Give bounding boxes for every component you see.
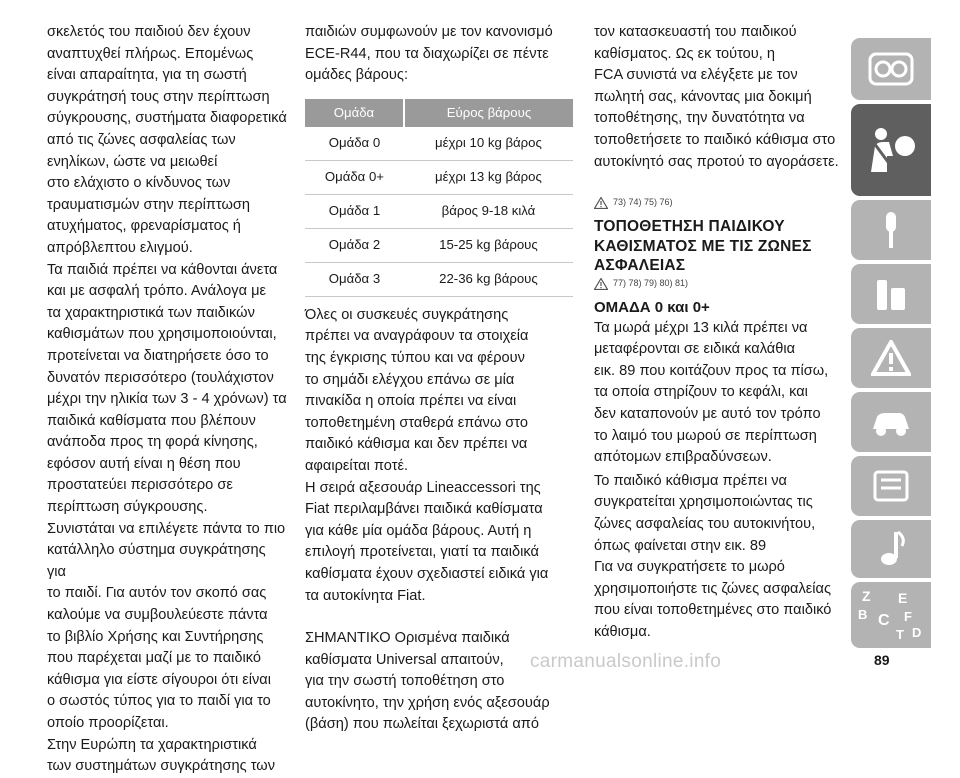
- table-cell: Ομάδα 2: [305, 228, 404, 262]
- text-line: καλούμε να συμβουλεύεστε πάντα: [47, 607, 268, 624]
- text-line: τα οποία στηρίζουν το κεφάλι, και: [594, 384, 808, 401]
- text-line: πρέπει να αναγράφουν τα στοιχεία: [305, 328, 529, 345]
- text-line: αναπτυχθεί πλήρως. Επομένως: [47, 45, 254, 62]
- text-line: ανάποδα προς τη φορά κίνησης,: [47, 434, 258, 451]
- text-line: καθίσματα Universal απαιτούν,: [305, 651, 504, 668]
- table-cell: 15-25 kg βάρους: [404, 228, 573, 262]
- text-line: Τα παιδιά πρέπει να κάθονται άνετα: [47, 261, 278, 278]
- table-header-cell: Ομάδα: [305, 99, 404, 127]
- text-line: FCA συνιστά να ελέγξετε με τον: [594, 67, 798, 84]
- index-letter: B: [858, 607, 868, 622]
- warning-triangle-icon: [594, 197, 608, 209]
- text-line: Το παιδικό κάθισμα πρέπει να: [594, 472, 787, 489]
- warning-reference: [594, 197, 849, 209]
- car-tools-icon: [869, 405, 913, 439]
- text-line: μεταφέρονται σε ειδικά καλάθια: [594, 341, 796, 358]
- index-letters-icon: [856, 585, 926, 645]
- text-line: οποίο προορίζεται.: [47, 715, 169, 731]
- text-line: δυνατόν περισσότερο (τουλάχιστον: [47, 369, 274, 386]
- text-line: στο ελάχιστο ο κίνδυνος των: [47, 175, 231, 192]
- table-cell: Ομάδα 3: [305, 262, 404, 296]
- column3-paragraph: [594, 471, 849, 644]
- text-line: όπως φαίνεται στην εικ. 89: [594, 537, 767, 554]
- text-line: ομάδες βάρους:: [305, 67, 408, 84]
- text-line: Τα μωρά μέχρι 13 κιλά πρέπει να: [594, 319, 808, 336]
- dashboard-icon: [868, 52, 914, 86]
- table-cell: βάρος 9-18 κιλά: [404, 194, 573, 228]
- text-line: για την σωστή τοποθέτηση στο: [305, 673, 505, 690]
- table-cell: μέχρι 13 kg βάρος: [404, 160, 573, 194]
- tab-index[interactable]: [851, 582, 931, 648]
- warning-refs: 73) 74) 75) 76): [613, 197, 673, 208]
- text-line: τοποθέτησης, την δυνατότητα να: [594, 110, 805, 127]
- text-line: επιλογή προτείνεται, γιατί τα παιδικά: [305, 544, 539, 561]
- index-letter: T: [896, 627, 904, 642]
- text-line: παιδικό κάθισμα και δεν πρέπει να: [305, 436, 528, 453]
- wrench-service-icon: [873, 274, 909, 314]
- index-letter: Z: [862, 588, 871, 604]
- text-line: Όλες οι συσκευές συγκράτησης: [305, 306, 509, 323]
- heading-line: ΤΟΠΟΘΕΤΗΣΗ ΠΑΙΔΙΚΟΥ: [594, 218, 785, 236]
- text-line: αφαιρείται ποτέ.: [305, 457, 409, 474]
- text-line: δεν καταπονούν με αυτό τον τρόπο: [594, 406, 821, 423]
- text-line: Για να συγκρατήσετε το μωρό: [594, 559, 785, 576]
- text-line: Στην Ευρώπη τα χαρακτηριστικά: [47, 736, 257, 753]
- text-line: συγκράτησή τους στην περίπτωση: [47, 88, 270, 105]
- tab-multimedia[interactable]: [851, 520, 931, 578]
- tab-maintenance[interactable]: [851, 264, 931, 324]
- subsection-heading: ΟΜΑΔΑ 0 και 0+: [594, 298, 710, 316]
- text-line: το παιδί. Για αυτόν τον σκοπό σας: [47, 585, 267, 602]
- text-column-2: [305, 22, 575, 736]
- text-line: τοποθετήσετε το παιδικό κάθισμα στο: [594, 131, 836, 148]
- index-letter: C: [878, 612, 890, 629]
- watermark: carmanualsonline.info: [530, 651, 722, 672]
- text-column-3: [594, 22, 849, 644]
- heading-line: ΑΣΦΑΛΕΙΑΣ: [594, 257, 686, 275]
- tab-specifications[interactable]: [851, 456, 931, 516]
- column2-paragraph: [305, 305, 575, 607]
- column3-intro: [594, 22, 849, 173]
- text-line: το βιβλίο Χρήσης και Συντήρησης: [47, 628, 264, 645]
- text-line: τα χαρακτηριστικά των παιδικών: [47, 304, 255, 321]
- text-line: το λαιμό του μωρού σε περίπτωση: [594, 427, 817, 444]
- text-line: Η σειρά αξεσουάρ Lineaccessori της: [305, 479, 541, 496]
- text-line: εικ. 89 που κοιτάζουν προς τα πίσω,: [594, 362, 829, 379]
- text-line: κατάλληλο σύστημα συγκράτησης για: [47, 542, 266, 580]
- text-line: ενηλίκων, ώστε να μειωθεί: [47, 153, 218, 170]
- table-row: [305, 194, 573, 228]
- text-line: ατυχήματος, φρεναρίσματος ή: [47, 218, 241, 235]
- text-line: παιδικά καθίσματα που βλέπουν: [47, 412, 256, 429]
- text-line: για κάθε μία ομάδα βάρους. Αυτή η: [305, 522, 532, 539]
- specifications-icon: [871, 468, 911, 504]
- table-cell: 22-36 kg βάρους: [404, 262, 573, 296]
- text-line: ΣΗΜΑΝΤΙΚΟ Ορισμένα παιδικά: [305, 630, 510, 647]
- tab-emergency[interactable]: [851, 328, 931, 388]
- table-cell: μέχρι 10 kg βάρος: [404, 127, 573, 161]
- text-line: πινακίδα η οποία πρέπει να είναι: [305, 393, 517, 410]
- text-line: ECE-R44, που τα διαχωρίζει σε πέντε: [305, 45, 549, 62]
- index-letter: D: [912, 625, 922, 640]
- page-number: 89: [874, 652, 890, 668]
- text-line: της έγκρισης τύπου και να φέρουν: [305, 349, 525, 366]
- tab-safety[interactable]: [851, 104, 931, 196]
- table-cell: Ομάδα 0+: [305, 160, 404, 194]
- index-letter: E: [898, 590, 908, 606]
- text-line: που είναι τοποθετημένες στο παιδικό: [594, 602, 832, 619]
- text-line: συγκρατείται χρησιμοποιώντας τις: [594, 494, 813, 511]
- text-line: Συνιστάται να επιλέγετε πάντα το πιο: [47, 520, 286, 537]
- text-line: απρόβλεπτου ελιγμού.: [47, 239, 193, 256]
- text-line: ζώνες ασφαλείας του αυτοκινήτου,: [594, 516, 816, 532]
- section-heading: [594, 217, 849, 276]
- warning-reference: [594, 278, 849, 290]
- text-line: ο σωστός τύπος για το παιδί για το: [47, 693, 271, 710]
- column1-paragraph: [47, 22, 287, 778]
- text-line: περίπτωση σύγκρουσης.: [47, 499, 208, 516]
- seatbelt-airbag-icon: [865, 126, 917, 174]
- table-row: [305, 160, 573, 194]
- warning-triangle-icon: [871, 340, 911, 376]
- important-note-paragraph: [305, 628, 575, 736]
- text-line: προτείνεται να διατηρήσετε όσο το: [47, 347, 269, 364]
- text-line: αυτοκίνητό σας προτού το αγοράσετε.: [594, 153, 839, 170]
- text-line: τραυματισμών στην περίπτωση: [47, 196, 251, 213]
- warning-refs: 77) 78) 79) 80) 81): [613, 277, 689, 288]
- text-line: απότομων επιβραδύνσεων.: [594, 449, 772, 466]
- index-letter: F: [904, 609, 912, 624]
- chapter-tabs: [851, 38, 933, 648]
- text-column-1: [47, 22, 287, 778]
- table-header-row: [305, 99, 573, 127]
- text-line: τον κατασκευαστή του παιδικού: [594, 24, 797, 40]
- text-line: σκελετός του παιδιού δεν έχουν: [47, 24, 251, 40]
- weight-group-table: [305, 99, 573, 297]
- text-line: από τις ζώνες ασφαλείας των: [47, 131, 236, 148]
- text-line: εφόσον αυτή είναι η θέση που: [47, 455, 241, 472]
- text-line: τα αυτοκίνητα Fiat.: [305, 587, 426, 604]
- text-line: είναι απαραίτητα, για τη σωστή: [47, 67, 247, 84]
- text-line: (βάση) που πωλείται ξεχωριστά από: [305, 716, 539, 733]
- text-line: κάθισμα για είστε σίγουροι ότι είναι: [47, 671, 271, 688]
- text-line: τοποθετημένη σταθερά επάνω στο: [305, 414, 528, 431]
- text-line: μέχρι την ηλικία των 3 - 4 χρόνων) τα: [47, 391, 287, 408]
- key-ignition-icon: [879, 210, 903, 250]
- table-header-cell: Εύρος βάρους: [404, 99, 573, 127]
- text-line: αυτοκίνητο, την χρήση ενός αξεσουάρ: [305, 694, 550, 711]
- column3-paragraph: [594, 318, 849, 469]
- text-line: των συστημάτων συγκράτησης των: [47, 758, 275, 775]
- text-line: καθίσματα έχουν σχεδιαστεί ειδικά για: [305, 565, 549, 582]
- text-line: Fiat περιλαμβάνει παιδικά καθίσματα: [305, 501, 543, 518]
- text-line: κάθισμα.: [594, 623, 651, 640]
- table-row: [305, 228, 573, 262]
- text-line: καθίσματος. Ως εκ τούτου, η: [594, 45, 775, 62]
- text-line: το σημάδι ελέγχου επάνω σε μία: [305, 371, 515, 388]
- text-line: πωλητή σας, κάνοντας μια δοκιμή: [594, 88, 812, 105]
- table-cell: Ομάδα 0: [305, 127, 404, 161]
- table-row: [305, 262, 573, 296]
- table-cell: Ομάδα 1: [305, 194, 404, 228]
- tab-starting[interactable]: [851, 200, 931, 260]
- text-line: και με ασφαλή τρόπο. Ανάλογα με: [47, 283, 266, 300]
- text-line: καθισμάτων που χρησιμοποιούνται,: [47, 326, 277, 343]
- music-note-icon: [876, 530, 906, 568]
- text-line: χρησιμοποιήστε τις ζώνες ασφαλείας: [594, 580, 832, 597]
- table-row: [305, 127, 573, 161]
- text-line: σύγκρουσης, συστήματα διαφορετικά: [47, 110, 287, 127]
- warning-triangle-icon: [594, 278, 608, 290]
- text-line: παιδιών συμφωνούν με τον κανονισμό: [305, 24, 553, 40]
- heading-line: ΚΑΘΙΣΜΑΤΟΣ ΜΕ ΤΙΣ ΖΩΝΕΣ: [594, 237, 812, 255]
- text-line: προστατεύει περισσότερο σε: [47, 477, 233, 494]
- text-line: που παρέχεται μαζί με το παιδικό: [47, 650, 261, 667]
- tab-car-care[interactable]: [851, 392, 931, 452]
- column2-intro: [305, 22, 575, 87]
- tab-dashboard[interactable]: [851, 38, 931, 100]
